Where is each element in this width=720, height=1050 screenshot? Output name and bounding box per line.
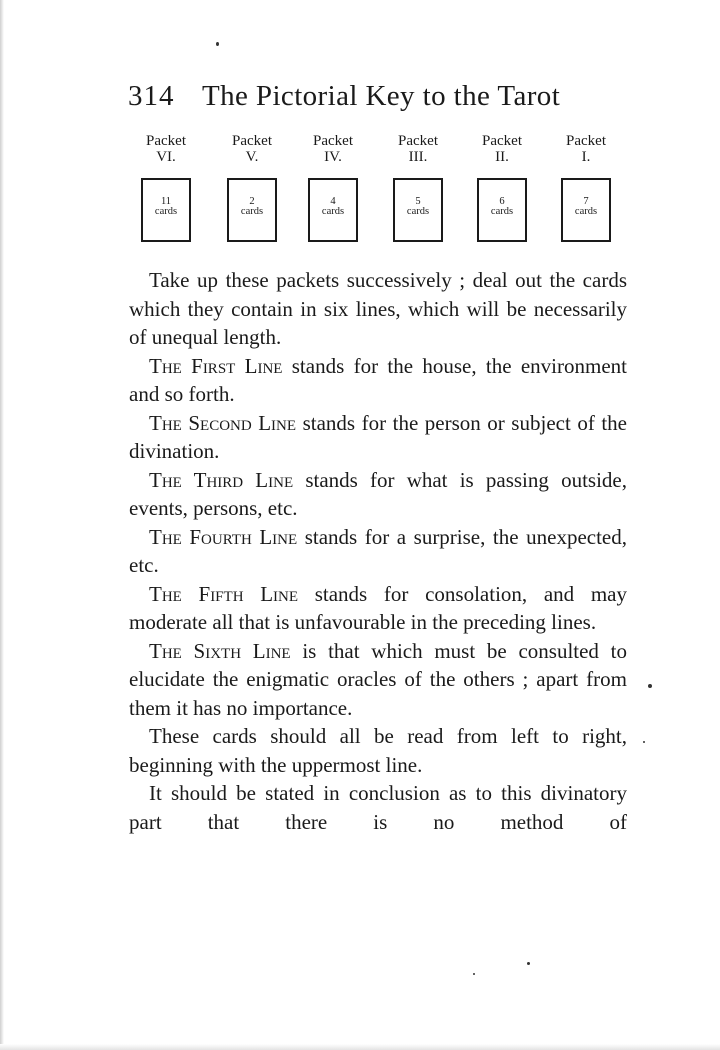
packet-numeral: IV.: [324, 149, 342, 165]
paragraph-lead: The Sixth Line: [149, 638, 291, 663]
packet-label: Packet: [232, 133, 272, 149]
paragraph: [129, 352, 627, 409]
paragraph-text: is that which must be consulted to elucidate the enigmatic oracles of the others ; apart from them it has no importance.: [129, 638, 627, 720]
packet-label: Packet: [398, 133, 438, 149]
packet-numeral: II.: [495, 149, 509, 165]
card-count: 4: [330, 196, 336, 207]
paragraph-text: stands for what is passing outside, events, persons, etc.: [129, 467, 627, 520]
paragraph: [129, 409, 627, 466]
page-bottom-shadow: [0, 1044, 720, 1050]
paragraph: [129, 266, 627, 352]
packet-2: [462, 133, 542, 242]
card-box: [227, 178, 277, 242]
card-box: [477, 178, 527, 242]
packet-diagram: [0, 133, 720, 253]
running-title: The Pictorial Key to the Tarot: [202, 80, 561, 112]
paragraph-lead: The Fourth Line: [149, 524, 298, 549]
card-count: 11: [160, 196, 172, 207]
paragraph: [129, 779, 627, 836]
packet-1: [546, 133, 626, 242]
packet-label: Packet: [566, 133, 606, 149]
packet-numeral: I.: [581, 149, 591, 165]
print-speck: [216, 42, 219, 46]
card-count: 2: [249, 196, 255, 207]
packet-numeral: V.: [245, 149, 259, 165]
card-unit: cards: [154, 206, 178, 217]
running-header: [120, 76, 640, 120]
card-count: 6: [499, 196, 505, 207]
paragraph: [129, 466, 627, 523]
packet-label: Packet: [313, 133, 353, 149]
paragraph: [129, 637, 627, 723]
paragraph-lead: The Fifth Line: [149, 581, 299, 606]
paragraph-text: stands for the house, the environment and so forth.: [129, 353, 627, 406]
packet-label: Packet: [482, 133, 522, 149]
print-speck: [473, 973, 475, 975]
packet-6: [126, 133, 206, 242]
packet-numeral: VI.: [156, 149, 176, 165]
print-speck: [648, 684, 652, 688]
card-box: [561, 178, 611, 242]
packet-numeral: III.: [408, 149, 428, 165]
card-unit: cards: [240, 206, 264, 217]
paragraph-text: stands for a surprise, the unexpected, etc.: [129, 524, 627, 577]
paragraph: [129, 580, 627, 637]
paragraph: [129, 523, 627, 580]
card-box: [141, 178, 191, 242]
card-unit: cards: [574, 206, 598, 217]
card-box: [308, 178, 358, 242]
card-count: 5: [415, 196, 421, 207]
print-speck: [527, 962, 530, 965]
packet-4: [293, 133, 373, 242]
card-count: 7: [583, 196, 589, 207]
page-number: 314: [128, 80, 175, 112]
paragraph-lead: The Second Line: [149, 410, 297, 435]
card-unit: cards: [321, 206, 345, 217]
paragraph-text: stands for consolation, and may moderate all that is unfavourable in the preceding lines.: [129, 581, 627, 634]
packet-3: [378, 133, 458, 242]
card-box: [393, 178, 443, 242]
packet-label: Packet: [146, 133, 186, 149]
paragraph-text: stands for the person or subject of the divination.: [129, 410, 627, 463]
print-speck: [643, 741, 645, 743]
paragraph-lead: The Third Line: [149, 467, 294, 492]
paragraph-lead: The First Line: [149, 353, 283, 378]
paragraph-text: These cards should all be read from left to right, beginning with the uppermost line.: [129, 724, 627, 777]
card-unit: cards: [490, 206, 514, 217]
card-unit: cards: [406, 206, 430, 217]
body-text: [129, 266, 627, 836]
packet-5: [212, 133, 292, 242]
paragraph-text: It should be stated in conclusion as to this divinatory part that there is no method of: [129, 781, 627, 834]
paragraph: [129, 722, 627, 779]
paragraph-text: Take up these packets successively ; deal out the cards which they contain in six lines, which will be necessarily of unequal length.: [129, 268, 627, 349]
